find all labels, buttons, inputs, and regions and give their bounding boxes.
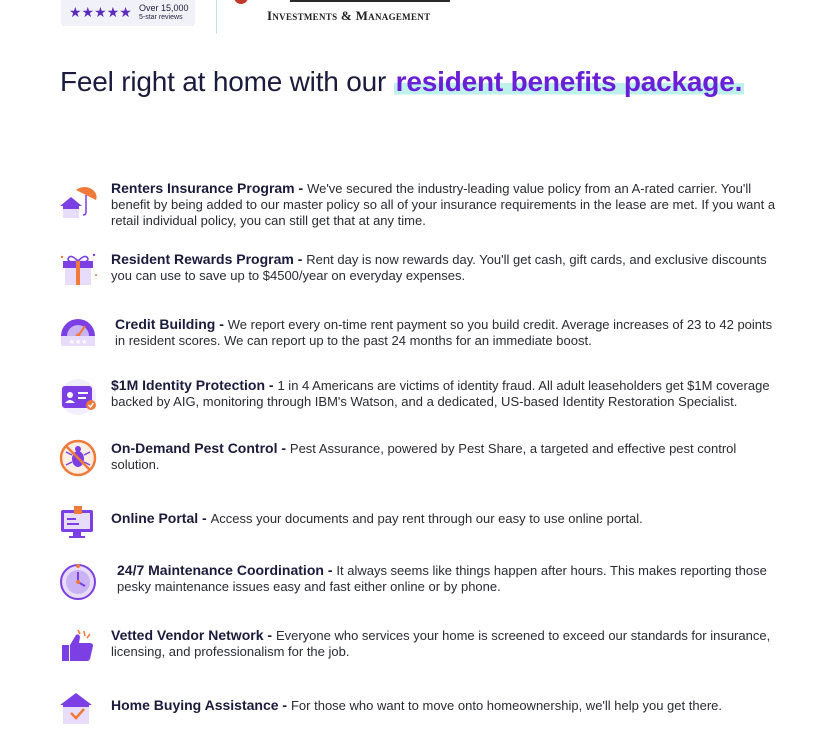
benefit-title: Resident Rewards Program - [111, 251, 307, 267]
benefit-title: On-Demand Pest Control - [111, 440, 290, 456]
benefit-description: Pest Assurance, powered by Pest Share, a targeted and effective pest control solution. [111, 441, 737, 472]
logo-subtitle[interactable]: Investments & Management [267, 8, 431, 23]
benefit-description: We've secured the industry-leading value policy from an A-rated carrier. You'll benefit by being added to our master policy so all of your insurance requirements in the lease are met. If you want a retail individual policy, you can still get that at any time. [111, 181, 776, 228]
benefit-description: We report every on-time rent payment so you build credit. Average increases of 23 to 42 points in resident scores. We can report up to the past 24 months for an immediate boost. [115, 317, 773, 348]
headline-highlight: resident benefits package. [395, 66, 743, 97]
page-header [0, 0, 834, 40]
id-shield-icon [58, 377, 98, 417]
benefit-text [111, 627, 779, 660]
clock-icon [58, 562, 98, 602]
header-divider [216, 0, 217, 34]
page-title [60, 66, 744, 98]
benefit-title: $1M Identity Protection - [111, 377, 278, 393]
star-rating-icon: ★★★★★ [69, 4, 132, 20]
reviews-badge [61, 0, 195, 26]
benefit-text [111, 440, 779, 473]
benefit-text [111, 251, 779, 284]
benefit-title: Credit Building - [115, 316, 228, 332]
reviews-count: Over 15,000 [139, 3, 189, 13]
svg-text:★★★: ★★★ [68, 338, 88, 346]
benefit-title: Home Buying Assistance - [111, 697, 291, 713]
benefit-text [111, 377, 779, 410]
gauge-icon [58, 316, 98, 356]
benefit-title: Online Portal - [111, 510, 211, 526]
benefit-description: For those who want to move onto homeownership, we'll help you get there. [290, 698, 722, 713]
thumbs-up-icon [58, 627, 98, 667]
logo-wordmark-icon [290, 0, 450, 2]
benefit-description: Access your documents and pay rent through our easy to use online portal. [210, 511, 643, 526]
benefit-text [117, 562, 785, 595]
monitor-icon [58, 502, 98, 542]
benefit-description: 1 in 4 Americans are victims of identity fraud. All adult leaseholders get $1M coverage backed by AIG, monitoring through IBM's Watson, and a dedicated, US-based Identity Restoration Specialist. [111, 378, 770, 409]
reviews-label: 5-star reviews [139, 14, 183, 21]
logo-mark-icon [234, 0, 248, 4]
gift-icon [58, 251, 98, 291]
benefit-title: 24/7 Maintenance Coordination - [117, 562, 337, 578]
benefit-title: Renters Insurance Program - [111, 180, 308, 196]
benefit-description: Everyone who services your home is screened to exceed our standards for insurance, licensing, and professionalism for the job. [111, 628, 771, 659]
benefit-text [115, 316, 783, 349]
home-icon [58, 689, 98, 729]
no-bug-icon [58, 438, 98, 478]
umbrella-house-icon [58, 186, 98, 226]
benefit-text [111, 510, 779, 527]
benefit-title: Vetted Vendor Network - [111, 627, 276, 643]
benefit-text [111, 697, 779, 714]
benefit-text [111, 180, 779, 229]
benefit-description: It always seems like things happen after hours. This makes reporting those pesky maintenance issues easy and fast either online or by phone. [117, 563, 767, 594]
benefit-description: Rent day is now rewards day. You'll get cash, gift cards, and exclusive discounts you can use to save up to $4500/year on everyday expenses. [111, 252, 767, 283]
headline-prefix: Feel right at home with our [60, 66, 394, 97]
